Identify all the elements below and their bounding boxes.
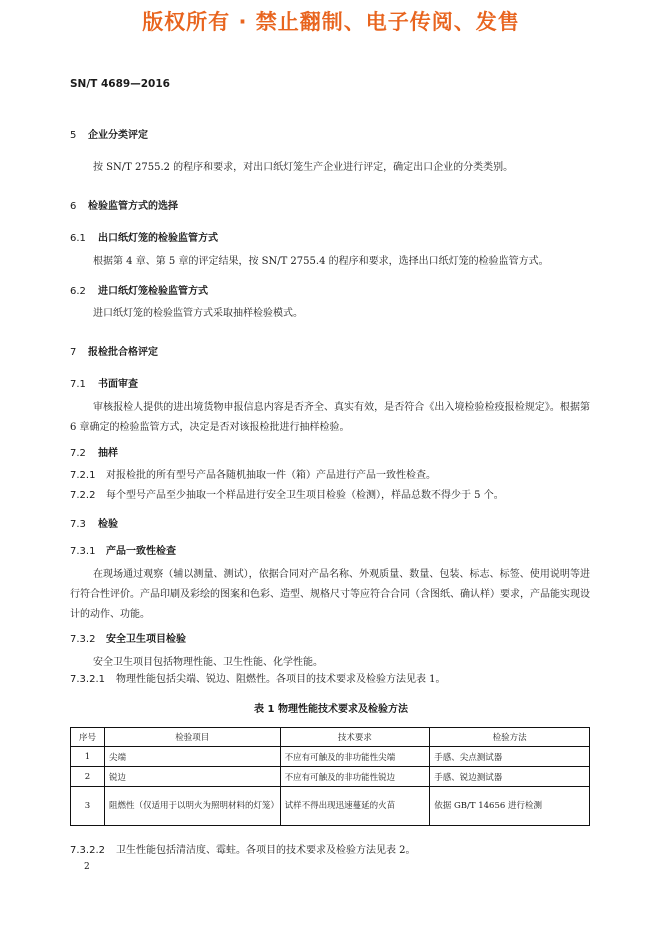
clause-7-2-1	[70, 466, 436, 486]
heading-7	[70, 343, 158, 358]
header-cell: 序号	[71, 728, 105, 747]
paragraph-6-2: 进口纸灯笼的检验监管方式采取抽样检验模式。	[93, 308, 303, 319]
heading-7-2	[70, 444, 118, 459]
table-cell: 2	[71, 767, 105, 787]
table-caption: 表 1 物理性能技术要求及检验方法	[254, 704, 408, 715]
heading-title: 企业分类评定	[88, 130, 148, 141]
clause-7-3-2-1	[70, 670, 446, 690]
clause-number: 7.2.1	[70, 470, 96, 481]
header-cell: 检验方法	[430, 728, 590, 747]
heading-title: 检验	[98, 519, 118, 530]
header-cell: 检验项目	[104, 728, 280, 747]
heading-7-3-2	[70, 630, 186, 645]
table-cell: 试样不得出现迅速蔓延的火苗	[280, 787, 430, 826]
table-row	[71, 747, 590, 767]
clause-number: 7.2.2	[70, 490, 96, 501]
table-cell: 手感、锐边测试器	[430, 767, 590, 787]
heading-number: 7.3.1	[70, 546, 96, 557]
header-cell: 技术要求	[280, 728, 430, 747]
clause-number: 7.3.2.2	[70, 845, 105, 856]
heading-number: 7.3	[70, 519, 86, 530]
table-cell: 阻燃性（仅适用于以明火为照明材料的灯笼）	[104, 787, 280, 826]
heading-title: 安全卫生项目检验	[106, 634, 186, 645]
heading-7-3	[70, 515, 118, 530]
physical-properties-table	[70, 727, 590, 826]
paragraph-7-3-1: 在现场通过观察（辅以测量、测试），依据合同对产品名称、外观质量、数量、包装、标志、标签、使用说明等进行符合性评价。产品印刷及彩绘的图案和色彩、造型、规格尺寸等应符合合同（含图纸、确认样）要求，产品能实现设计的动作、功能。	[70, 569, 590, 620]
paragraph-6-1: 根据第 4 章、第 5 章的评定结果，按 SN/T 2755.4 的程序和要求，选择出口纸灯笼的检验监管方式。	[93, 256, 549, 267]
paragraph-7-1: 审核报检人提供的进出境货物申报信息内容是否齐全、真实有效，是否符合《出入境检验检疫报检规定》。根据第 6 章确定的检验监管方式，决定是否对该报检批进行抽样检验。	[70, 402, 590, 433]
table-row	[71, 767, 590, 787]
paragraph-7-3-2: 安全卫生项目包括物理性能、卫生性能、化学性能。	[93, 657, 323, 668]
clause-text: 对报检批的所有型号产品各随机抽取一件（箱）产品进行产品一致性检查。	[106, 470, 436, 481]
heading-number: 7.2	[70, 448, 86, 459]
heading-number: 6	[70, 201, 77, 212]
heading-title: 产品一致性检查	[106, 546, 176, 557]
heading-number: 5	[70, 130, 77, 141]
paragraph-5: 按 SN/T 2755.2 的程序和要求，对出口纸灯笼生产企业进行评定，确定出口企业的分类类别。	[93, 162, 514, 173]
clause-text: 卫生性能包括清洁度、霉蛀。各项目的技术要求及检验方法见表 2。	[116, 845, 416, 856]
heading-5	[70, 126, 148, 141]
clause-text: 每个型号产品至少抽取一个样品进行安全卫生项目检验（检测），样品总数不得少于 5 个。	[106, 490, 504, 501]
standard-number: SN/T 4689—2016	[70, 78, 170, 90]
heading-title: 进口纸灯笼检验监管方式	[98, 286, 208, 297]
heading-number: 6.2	[70, 286, 86, 297]
heading-number: 7.1	[70, 379, 86, 390]
heading-title: 检验监管方式的选择	[88, 201, 178, 212]
table-cell: 不应有可触及的非功能性尖端	[280, 747, 430, 767]
heading-7-3-1	[70, 542, 176, 557]
table-cell: 尖端	[104, 747, 280, 767]
table-cell: 1	[71, 747, 105, 767]
heading-6-2	[70, 282, 208, 297]
heading-title: 报检批合格评定	[88, 347, 158, 358]
heading-7-1	[70, 375, 138, 390]
clause-7-3-2-2	[70, 841, 416, 861]
clause-text: 物理性能包括尖端、锐边、阻燃性。各项目的技术要求及检验方法见表 1。	[116, 674, 446, 685]
table-header-row	[71, 728, 590, 747]
table-cell: 不应有可触及的非功能性锐边	[280, 767, 430, 787]
heading-6-1	[70, 229, 218, 244]
table-row	[71, 787, 590, 826]
heading-number: 6.1	[70, 233, 86, 244]
watermark: 版权所有 · 禁止翻制、电子传阅、发售	[142, 10, 520, 34]
heading-title: 出口纸灯笼的检验监管方式	[98, 233, 218, 244]
heading-title: 书面审查	[98, 379, 138, 390]
clause-number: 7.3.2.1	[70, 674, 105, 685]
table-cell: 锐边	[104, 767, 280, 787]
heading-6	[70, 197, 178, 212]
heading-title: 抽样	[98, 448, 118, 459]
heading-number: 7.3.2	[70, 634, 96, 645]
table-cell: 依据 GB/T 14656 进行检测	[430, 787, 590, 826]
page-number: 2	[84, 862, 90, 872]
table-cell: 手感、尖点测试器	[430, 747, 590, 767]
heading-number: 7	[70, 347, 77, 358]
table-cell: 3	[71, 787, 105, 826]
clause-7-2-2	[70, 486, 504, 506]
